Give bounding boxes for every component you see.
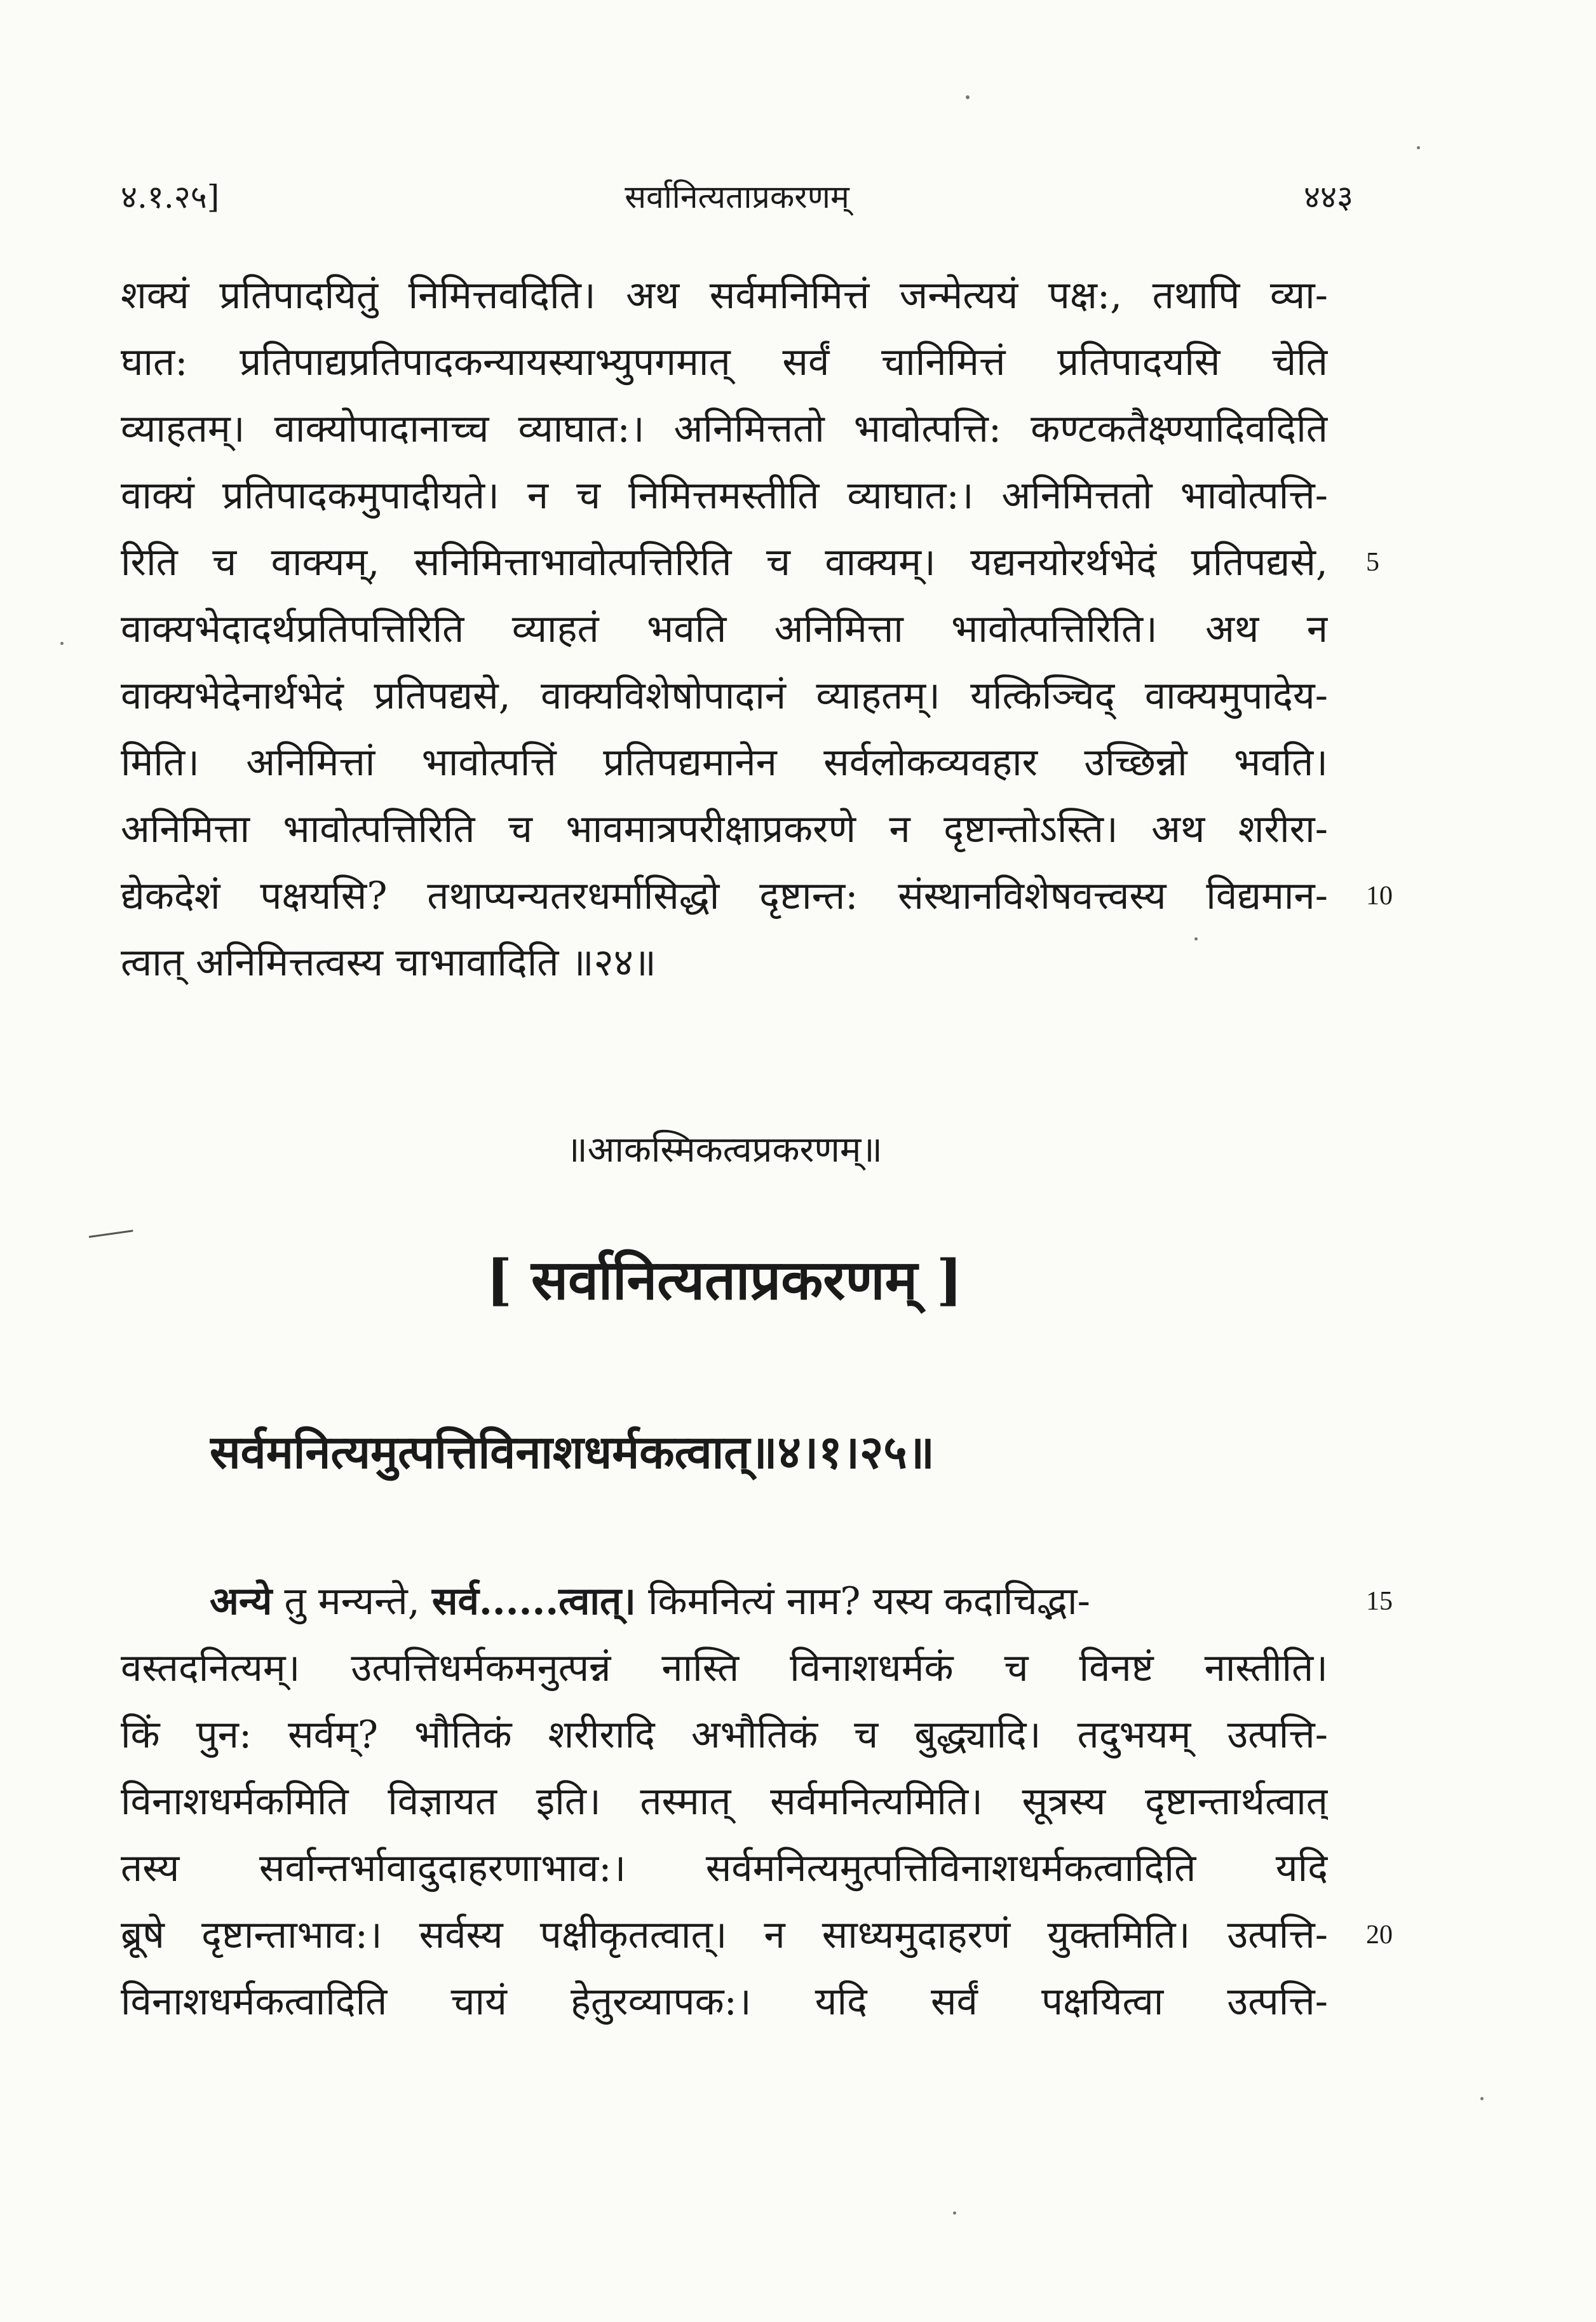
commentary-lead-rest: किमनित्यं नाम? यस्य कदाचिद्भा- xyxy=(635,1579,1090,1624)
body-line-7: वाक्यभेदेनार्थभेदं प्रतिपद्यसे, वाक्यविशेषोपादानं व्याहतम्। यत्किञ्चिद् वाक्यमुपादेय- xyxy=(121,674,1328,718)
margin-line-number-15: 15 xyxy=(1366,1587,1393,1616)
body-line-11: त्वात् अनिमित्तत्वस्य चाभावादिति ॥२४॥ xyxy=(121,940,656,985)
commentary-sutra-abbrev: सर्व......त्वात्। xyxy=(431,1579,636,1624)
sutra-verse: सर्वमनित्यमुत्पत्तिविनाशधर्मकत्वात्॥४।१।२५॥ xyxy=(210,1425,935,1479)
margin-line-number-5: 5 xyxy=(1366,548,1379,577)
body-line-4: वाक्यं प्रतिपादकमुपादीयते। न च निमित्तमस्तीति व्याघात:। अनिमित्ततो भावोत्पत्ति- xyxy=(121,473,1328,518)
scan-speck xyxy=(1417,146,1420,149)
body-line-3: व्याहतम्। वाक्योपादानाच्च व्याघात:। अनिमित्ततो भावोत्पत्ति: कण्टकतैक्ष्ण्यादिवदिति xyxy=(121,407,1328,451)
section-colophon: ॥आकस्मिकत्वप्रकरणम्॥ xyxy=(566,1129,883,1171)
body-line-5: रिति च वाक्यम्, सनिमित्ताभावोत्पत्तिरिति च वाक्यम्। यद्यनयोरर्थभेदं प्रतिपद्यसे, xyxy=(121,540,1328,585)
section-reference: ४.१.२५] xyxy=(121,179,220,215)
body-line-9: अनिमित्ता भावोत्पत्तिरिति च भावमात्रपरीक्षाप्रकरणे न दृष्टान्तोऽस्ति। अथ शरीरा- xyxy=(121,807,1328,852)
body-line-10: द्येकदेशं पक्षयसि? तथाप्यन्यतरधर्मासिद्धो दृष्टान्त: संस्थानविशेषवत्त्वस्य विद्यमान- xyxy=(121,874,1328,918)
body-line-1: शक्यं प्रतिपादयितुं निमित्तवदिति। अथ सर्वमनिमित्तं जन्मेत्ययं पक्ष:, तथापि व्या- xyxy=(121,273,1328,318)
commentary-lead-middle: तु मन्यन्ते, xyxy=(272,1579,432,1624)
scan-speck xyxy=(966,95,970,99)
page-number: ४४३ xyxy=(1304,179,1353,215)
running-title: सर्वानित्यताप्रकरणम् xyxy=(625,179,849,215)
body-line-6: वाक्यभेदादर्थप्रतिपत्तिरिति व्याहतं भवति अनिमित्ता भावोत्पत्तिरिति। अथ न xyxy=(121,607,1328,651)
margin-line-number-10: 10 xyxy=(1366,881,1393,911)
commentary-line-4: विनाशधर्मकमिति विज्ञायत इति। तस्मात् सर्वमनित्यमिति। सूत्रस्य दृष्टान्तार्थत्वात् xyxy=(121,1779,1328,1824)
body-line-2: घात: प्रतिपाद्यप्रतिपादकन्यायस्याभ्युपगमात् सर्वं चानिमित्तं प्रतिपादयसि चेति xyxy=(121,340,1328,384)
commentary-lead-word: अन्ये xyxy=(210,1579,273,1624)
commentary-line-3: किं पुन: सर्वम्? भौतिकं शरीरादि अभौतिकं च बुद्ध्यादि। तदुभयम् उत्पत्ति- xyxy=(121,1713,1328,1757)
commentary-line-6: ब्रूषे दृष्टान्ताभाव:। सर्वस्य पक्षीकृतत्वात्। न साध्यमुदाहरणं युक्तमिति। उत्पत्ति- xyxy=(121,1913,1328,1957)
scan-speck xyxy=(953,2211,956,2215)
running-header xyxy=(121,168,1353,226)
scan-speck xyxy=(1480,2097,1484,2100)
section-heading: [ सर्वानित्यताप्रकरणम् ] xyxy=(486,1248,963,1312)
commentary-line-2: वस्तदनित्यम्। उत्पत्तिधर्मकमनुत्पन्नं नास्ति विनाशधर्मकं च विनष्टं नास्तीति। xyxy=(121,1646,1328,1690)
commentary-line-5: तस्य सर्वान्तर्भावादुदाहरणाभाव:। सर्वमनित्यमुत्पत्तिविनाशधर्मकत्वादिति यदि xyxy=(121,1846,1328,1891)
margin-line-number-20: 20 xyxy=(1366,1920,1393,1950)
scan-speck xyxy=(60,642,64,645)
scan-speck xyxy=(1194,937,1198,940)
commentary-line-1 xyxy=(210,1570,1328,1633)
commentary-line-7: विनाशधर्मकत्वादिति चायं हेतुरव्यापक:। यदि सर्वं पक्षयित्वा उत्पत्ति- xyxy=(121,1979,1328,2024)
body-line-8: मिति। अनिमित्तां भावोत्पत्तिं प्रतिपद्यमानेन सर्वलोकव्यवहार उच्छिन्नो भवति। xyxy=(121,740,1328,785)
